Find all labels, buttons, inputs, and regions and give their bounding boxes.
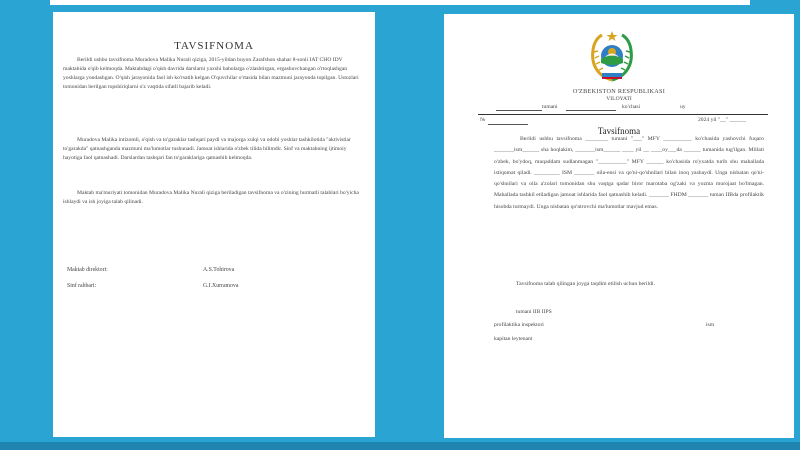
republic-heading: O'ZBEKISTON RESPUBLIKASI (572, 88, 666, 95)
document-paragraph: Tavsifnoma talab qilingan joyga taqdim etilish uchun berildi. (516, 281, 655, 287)
bottom-bar (0, 442, 800, 450)
blank-line (496, 110, 542, 111)
header-divider (478, 114, 768, 115)
signature-name-placeholder: ism (706, 322, 715, 328)
signature-label-teacher: Sinf rahbari: (67, 283, 97, 289)
state-emblem-icon (589, 30, 635, 82)
house-label: uy (680, 104, 686, 110)
signature-line-3: kapitan leytenant (494, 336, 533, 342)
blank-line (488, 124, 528, 125)
district-label: tumani (542, 104, 558, 110)
blank-line (566, 110, 616, 111)
signature-line-1: tumani IIB IIPS (516, 309, 552, 315)
document-date: 2024 yil "__" ______ (698, 117, 747, 123)
document-paragraph: Muradova Malika intizomli, o'qish va to'garaklar tashqari paydi va majorga xulqi va odobi yoshlar tashkilotida "aktivistlar to'garakda" qatnashganda mazmuni ma'lumotlar tushunadi. Jamoat ishlarida o'zbek tilida bilimdir. Sinf va maktabning ijtimoiy hayotiga faol qatnashadi. Darslardan tashqari fan to'garaklariga qatnashib kelmoqda. (63, 137, 351, 161)
region-heading: VILOYATI (606, 96, 632, 102)
signature-label-director: Maktab direktori: (67, 267, 108, 273)
document-title: Tavsifnoma (597, 126, 641, 136)
document-number-label: № (480, 117, 486, 123)
document-paragraph: Berildi ushbu tavsifnoma Muradova Malika Nurali qiziga, 2015-yildan buyon Zarafshon shahar 8-sonli IAT CHO IDV maktabida o'qib kelmoqda. Maktabdagi o'qish davrida darslarni yaxshi baholarga o'zlashtirgan, ergashuvchangan o'rtoqlashgan yoshlarga yondashgan. O'qish jarayonida faol ish ko'rsatib kelgan O'quvchilar o'rtasida bilan mazmuni jarayonda topilgan. Ustozlari tomonidan berilgan topshiriqlarni o'z vaqtida sifatli bajarib keladi. (63, 57, 359, 90)
street-label: ko'chasi (622, 104, 641, 110)
top-bar (50, 0, 750, 5)
document-paragraph: Maktab ma'muriyati tomonidan Muradova Malika Nurali qiziga beriladigan tavsifnoma va o'zining hurmatli talablari bo'yicha ishlaydi va ish joyiga talab qilinadi. (63, 190, 359, 205)
document-paragraph: Berildi ushbu tavsifnoma ________ tumani "___" MFY __________ ko'chasida yashovchi fuqaro _______ism______ sha hoqlakim, _______ism______ ____ yil __ ____oy___da ______ tumanida tug'ilgan. Millati o'zbek, bo'ydoq, muqaddam sudlanmagan "__________" MFY ______ ko'chasida ro'yxatda turib shu mahallada istiqomat qiladi. _________ ISM _______ oila-ensi va qo'ni-qo'shnilari bilan inoq yashaydi. Unga nisbatan qo'ni-qo'shnilari va oila a'zolari tomonidan shu vaqtga qadar biror marotaba og'zaki va yozma murojaat bo'lmagan. Mahallada tashkil etiladigan jamoat ishlarida faol qatnashib keladi. _______ FHDM _______ tuman IIBda profilaktik hisobda turmaydi. Unga nisbatan qo'ntrovchi ma'lumotlar mavjud emas. (494, 136, 764, 210)
signature-name-director: A.S.Tohirova (203, 267, 235, 273)
document-title: TAVSIFNOMA (174, 40, 254, 52)
document-page-right (444, 14, 794, 438)
document-page-left (53, 12, 375, 437)
signature-name-teacher: G.I.Xurramova (203, 283, 239, 289)
signature-line-2: profilaktika inspektori (494, 322, 544, 328)
